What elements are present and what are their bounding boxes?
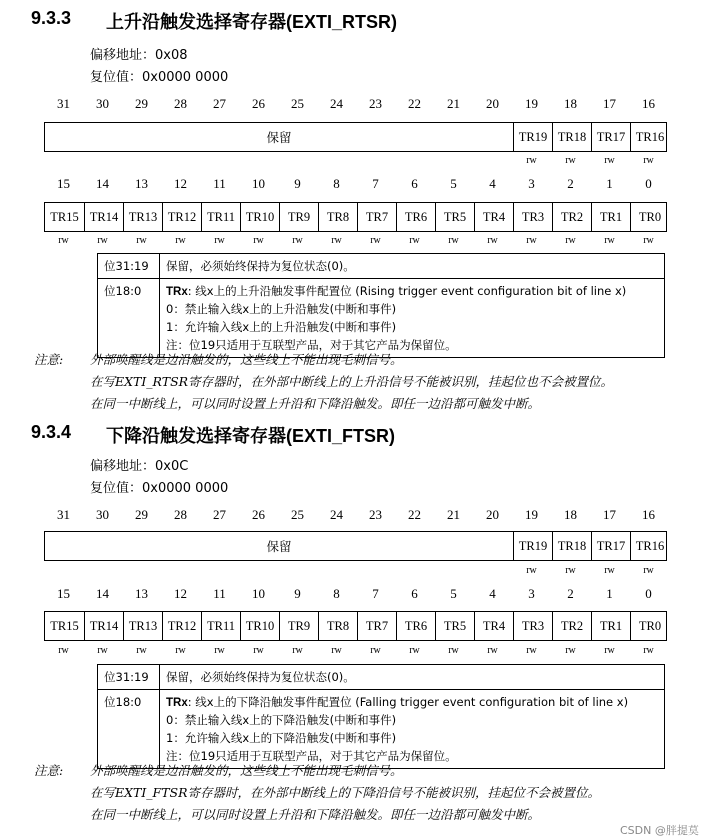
bit-number: 14	[96, 586, 109, 601]
access-type: rw	[604, 155, 615, 166]
bit-number: 20	[486, 507, 499, 522]
bit-number: 29	[135, 507, 148, 522]
bit-number: 23	[369, 96, 382, 111]
description-line	[166, 282, 658, 300]
note-line: 外部唤醒线是边沿触发的，这些线上不能出现毛刺信号。	[90, 352, 403, 367]
bit-field: TR14	[84, 612, 123, 640]
bit-field: TR10	[240, 612, 279, 640]
bit-field: TR9	[279, 612, 318, 640]
bit-field: TR15	[50, 209, 79, 224]
bit-number: 26	[252, 96, 265, 111]
access-type: rw	[58, 235, 69, 246]
access-type: rw	[526, 565, 537, 576]
bit-number: 10	[252, 586, 265, 601]
access-type: rw	[565, 645, 576, 656]
bit-number: 1	[606, 586, 613, 601]
section-number: 9.3.4	[31, 422, 72, 442]
access-type: rw	[487, 645, 498, 656]
bit-field: TR18	[552, 532, 591, 560]
access-type: rw	[565, 155, 576, 166]
bit-field: TR0	[630, 612, 669, 640]
bit-field: TR6	[396, 612, 435, 640]
reserved-field: 保留	[266, 131, 292, 145]
access-type: rw	[97, 645, 108, 656]
bit-field: TR10	[240, 203, 279, 231]
access-type: rw	[526, 155, 537, 166]
field-name: TRx	[166, 286, 188, 298]
description-line: 0：禁止输入线x上的上升沿触发(中断和事件)	[166, 302, 397, 316]
register-row-high	[44, 122, 667, 152]
field-name: TRx	[166, 697, 188, 709]
access-type: rw	[370, 235, 381, 246]
note-line: 在写EXTI_RTSR寄存器时，在外部中断线上的上升沿信号不能被识别，挂起位也不会被置位。	[90, 374, 614, 389]
bit-number: 18	[564, 507, 577, 522]
access-type: rw	[136, 235, 147, 246]
bit-field: TR2	[552, 612, 591, 640]
offset-address: 偏移地址：0x08	[90, 48, 188, 63]
bit-field: TR13	[123, 612, 162, 640]
offset-address: 偏移地址：0x0C	[90, 459, 189, 474]
field-description: : 线x上的下降沿触发事件配置位 (Falling trigger event configuration bit of line x)	[187, 695, 629, 709]
access-type: rw	[643, 645, 654, 656]
bit-number: 28	[174, 96, 187, 111]
bit-field: TR19	[513, 123, 552, 151]
bit-number: 31	[57, 507, 70, 522]
access-type: rw	[292, 645, 303, 656]
bit-number: 9	[294, 176, 301, 191]
access-type: rw	[136, 645, 147, 656]
bit-number: 5	[450, 586, 457, 601]
bit-field: TR18	[552, 123, 591, 151]
bit-number: 21	[447, 507, 460, 522]
bit-number: 25	[291, 96, 304, 111]
bit-description-table	[97, 253, 665, 358]
bit-number: 16	[642, 507, 655, 522]
bit-field: TR16	[630, 123, 669, 151]
access-type: rw	[526, 645, 537, 656]
access-type: rw	[448, 645, 459, 656]
bit-number: 18	[564, 96, 577, 111]
access-type: rw	[292, 235, 303, 246]
bit-field: TR6	[396, 203, 435, 231]
note-line: 外部唤醒线是边沿触发的，这些线上不能出现毛刺信号。	[90, 763, 403, 778]
bit-number: 12	[174, 176, 187, 191]
bit-field: TR9	[279, 203, 318, 231]
bit-number: 22	[408, 507, 421, 522]
bit-field: TR2	[552, 203, 591, 231]
description-row	[98, 665, 664, 689]
bit-field: TR4	[474, 203, 513, 231]
reset-value: 复位值：0x0000 0000	[90, 70, 229, 85]
bit-number: 16	[642, 96, 655, 111]
access-type: rw	[565, 565, 576, 576]
bit-number: 30	[96, 96, 109, 111]
description-row	[98, 689, 664, 768]
bit-field: TR11	[201, 203, 240, 231]
access-type: rw	[643, 235, 654, 246]
bit-field: TR11	[201, 612, 240, 640]
description-line: 1：允许输入线x上的下降沿触发(中断和事件)	[166, 731, 397, 745]
bit-field: TR3	[513, 612, 552, 640]
bit-number: 24	[330, 507, 343, 522]
description-line: 注：位19只适用于互联型产品，对于其它产品为保留位。	[166, 749, 457, 763]
reset-value: 复位值：0x0000 0000	[90, 481, 229, 496]
bit-range: 位31:19	[98, 665, 160, 689]
description-text	[160, 279, 664, 357]
description-line: 保留，必须始终保持为复位状态(0)。	[166, 670, 355, 684]
bit-range: 位18:0	[98, 279, 160, 357]
note-line: 在写EXTI_FTSR寄存器时，在外部中断线上的下降沿信号不能被识别，挂起位不会被置位。	[90, 785, 601, 800]
register-row-high	[44, 531, 667, 561]
reserved-field: 保留	[266, 540, 292, 554]
access-type: rw	[253, 645, 264, 656]
description-text	[160, 254, 664, 278]
bit-description-table	[97, 664, 665, 769]
access-type: rw	[604, 235, 615, 246]
description-text	[160, 690, 664, 768]
bit-number: 11	[213, 176, 226, 191]
description-text	[160, 665, 664, 689]
bit-number: 13	[135, 176, 148, 191]
description-row	[98, 254, 664, 278]
access-type: rw	[643, 565, 654, 576]
access-type: rw	[448, 235, 459, 246]
access-type: rw	[604, 645, 615, 656]
bit-number: 13	[135, 586, 148, 601]
bit-field: TR12	[162, 203, 201, 231]
bit-number: 17	[603, 96, 616, 111]
bit-field: TR7	[357, 612, 396, 640]
access-type: rw	[214, 235, 225, 246]
access-type: rw	[565, 235, 576, 246]
bit-number: 7	[372, 586, 379, 601]
access-type: rw	[58, 645, 69, 656]
bit-number: 1	[606, 176, 613, 191]
bit-number: 8	[333, 176, 340, 191]
bit-number: 0	[645, 176, 652, 191]
bit-number: 2	[567, 176, 574, 191]
bit-number: 15	[57, 176, 70, 191]
bit-field: TR13	[123, 203, 162, 231]
bit-field: TR3	[513, 203, 552, 231]
bit-number: 2	[567, 586, 574, 601]
section-number: 9.3.3	[31, 8, 72, 28]
bit-number: 15	[57, 586, 70, 601]
access-type: rw	[409, 645, 420, 656]
bit-field: TR17	[591, 532, 630, 560]
access-type: rw	[409, 235, 420, 246]
bit-number: 26	[252, 507, 265, 522]
description-line: 0：禁止输入线x上的下降沿触发(中断和事件)	[166, 713, 397, 727]
bit-number: 10	[252, 176, 265, 191]
access-type: rw	[97, 235, 108, 246]
bit-number: 23	[369, 507, 382, 522]
section-title: 上升沿触发选择寄存器(EXTI_RTSR)	[106, 12, 398, 32]
access-type: rw	[331, 235, 342, 246]
bit-number: 19	[525, 507, 538, 522]
bit-number: 29	[135, 96, 148, 111]
bit-number: 12	[174, 586, 187, 601]
bit-number: 5	[450, 176, 457, 191]
bit-range: 位31:19	[98, 254, 160, 278]
bit-number: 8	[333, 586, 340, 601]
note-line: 在同一中断线上，可以同时设置上升沿和下降沿触发。即任一边沿都可触发中断。	[90, 396, 541, 411]
bit-field: TR17	[591, 123, 630, 151]
description-line: 1：允许输入线x上的上升沿触发(中断和事件)	[166, 320, 397, 334]
bit-number: 6	[411, 176, 418, 191]
bit-number: 19	[525, 96, 538, 111]
bit-field: TR5	[435, 612, 474, 640]
field-description: : 线x上的上升沿触发事件配置位 (Rising trigger event configuration bit of line x)	[187, 284, 627, 298]
access-type: rw	[643, 155, 654, 166]
bit-number: 30	[96, 507, 109, 522]
bit-number: 11	[213, 586, 226, 601]
register-row-low	[44, 611, 667, 641]
bit-field: TR1	[591, 203, 630, 231]
bit-number: 21	[447, 96, 460, 111]
bit-number: 27	[213, 96, 226, 111]
bit-number: 25	[291, 507, 304, 522]
bit-number: 4	[489, 586, 496, 601]
register-row-low	[44, 202, 667, 232]
note-label: 注意:	[34, 352, 64, 367]
bit-number: 3	[528, 176, 535, 191]
description-row	[98, 278, 664, 357]
description-line: 保留，必须始终保持为复位状态(0)。	[166, 259, 355, 273]
bit-field: TR4	[474, 612, 513, 640]
access-type: rw	[370, 645, 381, 656]
bit-field: TR14	[84, 203, 123, 231]
access-type: rw	[604, 565, 615, 576]
description-line	[166, 693, 658, 711]
bit-number: 6	[411, 586, 418, 601]
bit-number: 9	[294, 586, 301, 601]
access-type: rw	[331, 645, 342, 656]
bit-field: TR19	[513, 532, 552, 560]
bit-field: TR8	[318, 203, 357, 231]
bit-number: 17	[603, 507, 616, 522]
bit-number: 31	[57, 96, 70, 111]
bit-number: 22	[408, 96, 421, 111]
bit-field: TR16	[630, 532, 669, 560]
access-type: rw	[487, 235, 498, 246]
description-line: 注：位19只适用于互联型产品，对于其它产品为保留位。	[166, 338, 457, 352]
bit-field: TR0	[630, 203, 669, 231]
bit-range: 位18:0	[98, 690, 160, 768]
watermark: CSDN @胖提莫	[620, 824, 699, 837]
access-type: rw	[526, 235, 537, 246]
bit-number: 20	[486, 96, 499, 111]
section-title: 下降沿触发选择寄存器(EXTI_FTSR)	[106, 426, 396, 446]
bit-number: 4	[489, 176, 496, 191]
access-type: rw	[175, 645, 186, 656]
bit-field: TR12	[162, 612, 201, 640]
bit-number: 14	[96, 176, 109, 191]
bit-field: TR1	[591, 612, 630, 640]
bit-number: 3	[528, 586, 535, 601]
bit-number: 28	[174, 507, 187, 522]
bit-field: TR5	[435, 203, 474, 231]
access-type: rw	[175, 235, 186, 246]
note-label: 注意:	[34, 763, 64, 778]
bit-field: TR7	[357, 203, 396, 231]
bit-field: TR15	[50, 618, 79, 633]
bit-field: TR8	[318, 612, 357, 640]
note-line: 在同一中断线上，可以同时设置上升沿和下降沿触发。即任一边沿都可触发中断。	[90, 807, 541, 822]
bit-number: 27	[213, 507, 226, 522]
access-type: rw	[253, 235, 264, 246]
bit-number: 7	[372, 176, 379, 191]
access-type: rw	[214, 645, 225, 656]
bit-number: 24	[330, 96, 343, 111]
bit-number: 0	[645, 586, 652, 601]
